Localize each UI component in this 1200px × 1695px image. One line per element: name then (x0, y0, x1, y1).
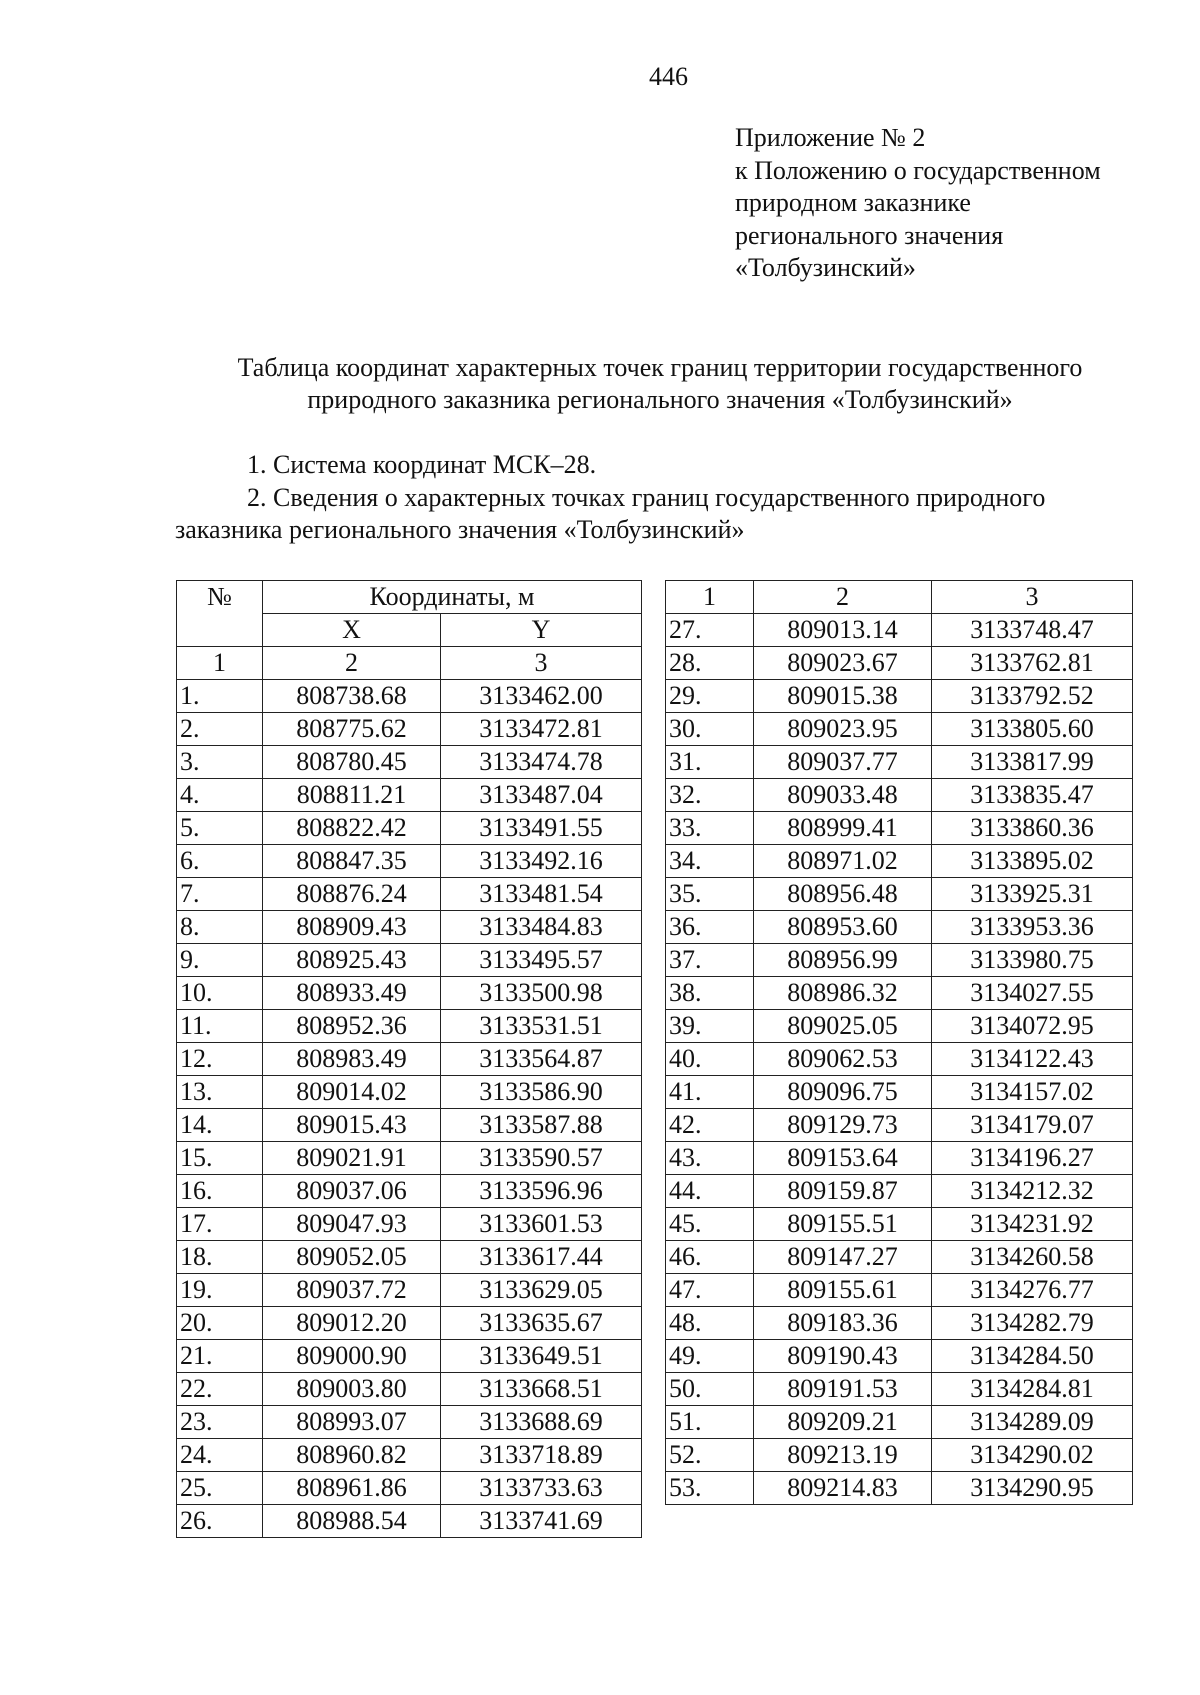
point-number-cell: 21. (177, 1340, 263, 1373)
table-row (666, 812, 1133, 845)
table-row (666, 977, 1133, 1010)
x-coordinate-cell: 809062.53 (754, 1043, 932, 1076)
point-number-cell: 36. (666, 911, 754, 944)
table-row (666, 1274, 1133, 1307)
y-coordinate-cell: 3134290.02 (932, 1439, 1133, 1472)
table-row (177, 1307, 642, 1340)
y-coordinate-cell: 3133817.99 (932, 746, 1133, 779)
point-number-cell: 34. (666, 845, 754, 878)
appendix-reference (735, 122, 1101, 285)
x-coordinate-cell: 809025.05 (754, 1010, 932, 1043)
point-number-cell: 38. (666, 977, 754, 1010)
x-coordinate-cell: 809037.77 (754, 746, 932, 779)
point-number-cell: 9. (177, 944, 263, 977)
y-coordinate-cell: 3133733.63 (441, 1472, 642, 1505)
x-coordinate-cell: 809037.72 (263, 1274, 441, 1307)
x-coordinate-cell: 809033.48 (754, 779, 932, 812)
paragraph-text: 1. Система координат МСК–28. (247, 450, 597, 479)
y-coordinate-cell: 3133895.02 (932, 845, 1133, 878)
table-row (666, 1043, 1133, 1076)
x-coordinate-cell: 809214.83 (754, 1472, 932, 1505)
header-x: X (263, 614, 441, 647)
y-coordinate-cell: 3134289.09 (932, 1406, 1133, 1439)
table-row (666, 1142, 1133, 1175)
y-coordinate-cell: 3133635.67 (441, 1307, 642, 1340)
y-coordinate-cell: 3133668.51 (441, 1373, 642, 1406)
y-coordinate-cell: 3133564.87 (441, 1043, 642, 1076)
y-coordinate-cell: 3134284.50 (932, 1340, 1133, 1373)
point-number-cell: 5. (177, 812, 263, 845)
point-number-cell: 41. (666, 1076, 754, 1109)
point-number-cell: 40. (666, 1043, 754, 1076)
x-coordinate-cell: 809213.19 (754, 1439, 932, 1472)
point-number-cell: 33. (666, 812, 754, 845)
point-number-cell: 12. (177, 1043, 263, 1076)
table-row (177, 746, 642, 779)
x-coordinate-cell: 808847.35 (263, 845, 441, 878)
table-row (177, 812, 642, 845)
table-row (666, 614, 1133, 647)
y-coordinate-cell: 3133587.88 (441, 1109, 642, 1142)
y-coordinate-cell: 3133860.36 (932, 812, 1133, 845)
point-number-cell: 37. (666, 944, 754, 977)
point-number-cell: 53. (666, 1472, 754, 1505)
header-y: Y (441, 614, 642, 647)
point-number-cell: 11. (177, 1010, 263, 1043)
table-row (177, 1241, 642, 1274)
header-number: № (177, 581, 263, 647)
column-index: 3 (441, 647, 642, 680)
point-number-cell: 1. (177, 680, 263, 713)
point-number-cell: 39. (666, 1010, 754, 1043)
table-row (177, 1142, 642, 1175)
table-row (177, 878, 642, 911)
x-coordinate-cell: 809191.53 (754, 1373, 932, 1406)
table-row (666, 713, 1133, 746)
appendix-line: регионального значения (735, 220, 1004, 250)
header-coordinates: Координаты, м (263, 581, 642, 614)
table-row (177, 1109, 642, 1142)
column-index: 1 (666, 581, 754, 614)
point-number-cell: 22. (177, 1373, 263, 1406)
point-number-cell: 50. (666, 1373, 754, 1406)
point-number-cell: 46. (666, 1241, 754, 1274)
table-row (177, 1439, 642, 1472)
y-coordinate-cell: 3134072.95 (932, 1010, 1133, 1043)
x-coordinate-cell: 809147.27 (754, 1241, 932, 1274)
x-coordinate-cell: 808925.43 (263, 944, 441, 977)
table-row (177, 1010, 642, 1043)
y-coordinate-cell: 3133629.05 (441, 1274, 642, 1307)
y-coordinate-cell: 3133925.31 (932, 878, 1133, 911)
y-coordinate-cell: 3133649.51 (441, 1340, 642, 1373)
y-coordinate-cell: 3134282.79 (932, 1307, 1133, 1340)
x-coordinate-cell: 809000.90 (263, 1340, 441, 1373)
y-coordinate-cell: 3134179.07 (932, 1109, 1133, 1142)
paragraph-text: заказника регионального значения «Толбузинский» (175, 515, 745, 544)
y-coordinate-cell: 3133718.89 (441, 1439, 642, 1472)
table-column-index-row (666, 581, 1133, 614)
point-number-cell: 27. (666, 614, 754, 647)
point-number-cell: 31. (666, 746, 754, 779)
y-coordinate-cell: 3134260.58 (932, 1241, 1133, 1274)
point-number-cell: 2. (177, 713, 263, 746)
y-coordinate-cell: 3134231.92 (932, 1208, 1133, 1241)
point-number-cell: 24. (177, 1439, 263, 1472)
y-coordinate-cell: 3133762.81 (932, 647, 1133, 680)
y-coordinate-cell: 3133805.60 (932, 713, 1133, 746)
x-coordinate-cell: 809013.14 (754, 614, 932, 647)
y-coordinate-cell: 3133492.16 (441, 845, 642, 878)
paragraph-boundary-info (175, 482, 1135, 546)
table-row (666, 911, 1133, 944)
y-coordinate-cell: 3133474.78 (441, 746, 642, 779)
point-number-cell: 28. (666, 647, 754, 680)
x-coordinate-cell: 809023.95 (754, 713, 932, 746)
point-number-cell: 7. (177, 878, 263, 911)
point-number-cell: 6. (177, 845, 263, 878)
point-number-cell: 48. (666, 1307, 754, 1340)
x-coordinate-cell: 808956.48 (754, 878, 932, 911)
y-coordinate-cell: 3134196.27 (932, 1142, 1133, 1175)
appendix-line: природном заказнике (735, 188, 971, 217)
column-index: 1 (177, 647, 263, 680)
column-index: 3 (932, 581, 1133, 614)
table-row (666, 680, 1133, 713)
x-coordinate-cell: 809155.51 (754, 1208, 932, 1241)
x-coordinate-cell: 808775.62 (263, 713, 441, 746)
point-number-cell: 44. (666, 1175, 754, 1208)
x-coordinate-cell: 808961.86 (263, 1472, 441, 1505)
table-row (666, 1010, 1133, 1043)
table-row (666, 746, 1133, 779)
point-number-cell: 45. (666, 1208, 754, 1241)
x-coordinate-cell: 808909.43 (263, 911, 441, 944)
point-number-cell: 51. (666, 1406, 754, 1439)
y-coordinate-cell: 3133500.98 (441, 977, 642, 1010)
y-coordinate-cell: 3133531.51 (441, 1010, 642, 1043)
table-row (666, 845, 1133, 878)
point-number-cell: 23. (177, 1406, 263, 1439)
table-row (666, 1472, 1133, 1505)
y-coordinate-cell: 3134276.77 (932, 1274, 1133, 1307)
point-number-cell: 26. (177, 1505, 263, 1538)
point-number-cell: 20. (177, 1307, 263, 1340)
y-coordinate-cell: 3133481.54 (441, 878, 642, 911)
table-row (666, 1208, 1133, 1241)
table-row (666, 1373, 1133, 1406)
point-number-cell: 43. (666, 1142, 754, 1175)
point-number-cell: 4. (177, 779, 263, 812)
y-coordinate-cell: 3134212.32 (932, 1175, 1133, 1208)
point-number-cell: 14. (177, 1109, 263, 1142)
point-number-cell: 30. (666, 713, 754, 746)
coordinates-table-left (176, 580, 642, 1538)
x-coordinate-cell: 808933.49 (263, 977, 441, 1010)
appendix-line: Приложение № 2 (735, 123, 926, 152)
x-coordinate-cell: 808971.02 (754, 845, 932, 878)
y-coordinate-cell: 3133590.57 (441, 1142, 642, 1175)
y-coordinate-cell: 3134290.95 (932, 1472, 1133, 1505)
table-row (177, 779, 642, 812)
point-number-cell: 3. (177, 746, 263, 779)
table-row (177, 1076, 642, 1109)
table-row (177, 911, 642, 944)
table-column-index-row (177, 647, 642, 680)
table-row (177, 1505, 642, 1538)
x-coordinate-cell: 808811.21 (263, 779, 441, 812)
table-row (666, 1439, 1133, 1472)
column-index: 2 (754, 581, 932, 614)
x-coordinate-cell: 809015.43 (263, 1109, 441, 1142)
coordinates-table-right (665, 580, 1133, 1505)
x-coordinate-cell: 809047.93 (263, 1208, 441, 1241)
point-number-cell: 35. (666, 878, 754, 911)
paragraph-coordinate-system (175, 449, 1135, 481)
point-number-cell: 15. (177, 1142, 263, 1175)
x-coordinate-cell: 808953.60 (754, 911, 932, 944)
y-coordinate-cell: 3133472.81 (441, 713, 642, 746)
y-coordinate-cell: 3133835.47 (932, 779, 1133, 812)
y-coordinate-cell: 3133462.00 (441, 680, 642, 713)
point-number-cell: 17. (177, 1208, 263, 1241)
y-coordinate-cell: 3134284.81 (932, 1373, 1133, 1406)
point-number-cell: 47. (666, 1274, 754, 1307)
x-coordinate-cell: 809012.20 (263, 1307, 441, 1340)
y-coordinate-cell: 3134122.43 (932, 1043, 1133, 1076)
y-coordinate-cell: 3133484.83 (441, 911, 642, 944)
y-coordinate-cell: 3133792.52 (932, 680, 1133, 713)
x-coordinate-cell: 808780.45 (263, 746, 441, 779)
y-coordinate-cell: 3133748.47 (932, 614, 1133, 647)
x-coordinate-cell: 808952.36 (263, 1010, 441, 1043)
table-row (177, 1472, 642, 1505)
table-row (177, 1043, 642, 1076)
title-line: природного заказника регионального значения «Толбузинский» (307, 385, 1013, 414)
y-coordinate-cell: 3133601.53 (441, 1208, 642, 1241)
x-coordinate-cell: 809153.64 (754, 1142, 932, 1175)
y-coordinate-cell: 3133741.69 (441, 1505, 642, 1538)
y-coordinate-cell: 3133491.55 (441, 812, 642, 845)
x-coordinate-cell: 809037.06 (263, 1175, 441, 1208)
x-coordinate-cell: 808960.82 (263, 1439, 441, 1472)
x-coordinate-cell: 808993.07 (263, 1406, 441, 1439)
x-coordinate-cell: 808876.24 (263, 878, 441, 911)
y-coordinate-cell: 3133495.57 (441, 944, 642, 977)
y-coordinate-cell: 3133586.90 (441, 1076, 642, 1109)
x-coordinate-cell: 809021.91 (263, 1142, 441, 1175)
table-row (666, 1175, 1133, 1208)
table-row (177, 1274, 642, 1307)
table-row (666, 779, 1133, 812)
point-number-cell: 16. (177, 1175, 263, 1208)
y-coordinate-cell: 3133980.75 (932, 944, 1133, 977)
table-row (177, 977, 642, 1010)
point-number-cell: 19. (177, 1274, 263, 1307)
point-number-cell: 25. (177, 1472, 263, 1505)
table-row (666, 1340, 1133, 1373)
x-coordinate-cell: 808822.42 (263, 812, 441, 845)
x-coordinate-cell: 808988.54 (263, 1505, 441, 1538)
point-number-cell: 32. (666, 779, 754, 812)
x-coordinate-cell: 809209.21 (754, 1406, 932, 1439)
y-coordinate-cell: 3133487.04 (441, 779, 642, 812)
table-row (666, 878, 1133, 911)
table-row (177, 1208, 642, 1241)
y-coordinate-cell: 3134157.02 (932, 1076, 1133, 1109)
point-number-cell: 49. (666, 1340, 754, 1373)
document-title (170, 352, 1150, 416)
table-row (177, 680, 642, 713)
table-row (666, 944, 1133, 977)
table-row (177, 944, 642, 977)
x-coordinate-cell: 809015.38 (754, 680, 932, 713)
table-header-row (177, 581, 642, 614)
y-coordinate-cell: 3133617.44 (441, 1241, 642, 1274)
table-row (177, 1175, 642, 1208)
table-row (177, 1373, 642, 1406)
x-coordinate-cell: 809155.61 (754, 1274, 932, 1307)
x-coordinate-cell: 809183.36 (754, 1307, 932, 1340)
x-coordinate-cell: 809014.02 (263, 1076, 441, 1109)
table-row (177, 1406, 642, 1439)
table-row (666, 1241, 1133, 1274)
y-coordinate-cell: 3133953.36 (932, 911, 1133, 944)
appendix-line: к Положению о государственном (735, 155, 1101, 185)
table-row (666, 1406, 1133, 1439)
point-number-cell: 29. (666, 680, 754, 713)
table-row (177, 845, 642, 878)
x-coordinate-cell: 809052.05 (263, 1241, 441, 1274)
table-row (666, 1109, 1133, 1142)
point-number-cell: 42. (666, 1109, 754, 1142)
x-coordinate-cell: 808956.99 (754, 944, 932, 977)
paragraph-text: 2. Сведения о характерных точках границ государственного природного (247, 483, 1046, 512)
x-coordinate-cell: 808983.49 (263, 1043, 441, 1076)
y-coordinate-cell: 3134027.55 (932, 977, 1133, 1010)
table-row (177, 713, 642, 746)
x-coordinate-cell: 809190.43 (754, 1340, 932, 1373)
appendix-line: «Толбузинский» (735, 253, 916, 282)
point-number-cell: 13. (177, 1076, 263, 1109)
x-coordinate-cell: 809023.67 (754, 647, 932, 680)
point-number-cell: 52. (666, 1439, 754, 1472)
table-row (666, 647, 1133, 680)
x-coordinate-cell: 809096.75 (754, 1076, 932, 1109)
page-number: 446 (649, 62, 688, 91)
x-coordinate-cell: 808738.68 (263, 680, 441, 713)
y-coordinate-cell: 3133596.96 (441, 1175, 642, 1208)
title-line: Таблица координат характерных точек границ территории государственного (237, 353, 1083, 382)
x-coordinate-cell: 809129.73 (754, 1109, 932, 1142)
x-coordinate-cell: 809003.80 (263, 1373, 441, 1406)
column-index: 2 (263, 647, 441, 680)
x-coordinate-cell: 808986.32 (754, 977, 932, 1010)
x-coordinate-cell: 808999.41 (754, 812, 932, 845)
table-row (666, 1076, 1133, 1109)
point-number-cell: 18. (177, 1241, 263, 1274)
point-number-cell: 8. (177, 911, 263, 944)
x-coordinate-cell: 809159.87 (754, 1175, 932, 1208)
point-number-cell: 10. (177, 977, 263, 1010)
table-row (666, 1307, 1133, 1340)
y-coordinate-cell: 3133688.69 (441, 1406, 642, 1439)
table-row (177, 1340, 642, 1373)
